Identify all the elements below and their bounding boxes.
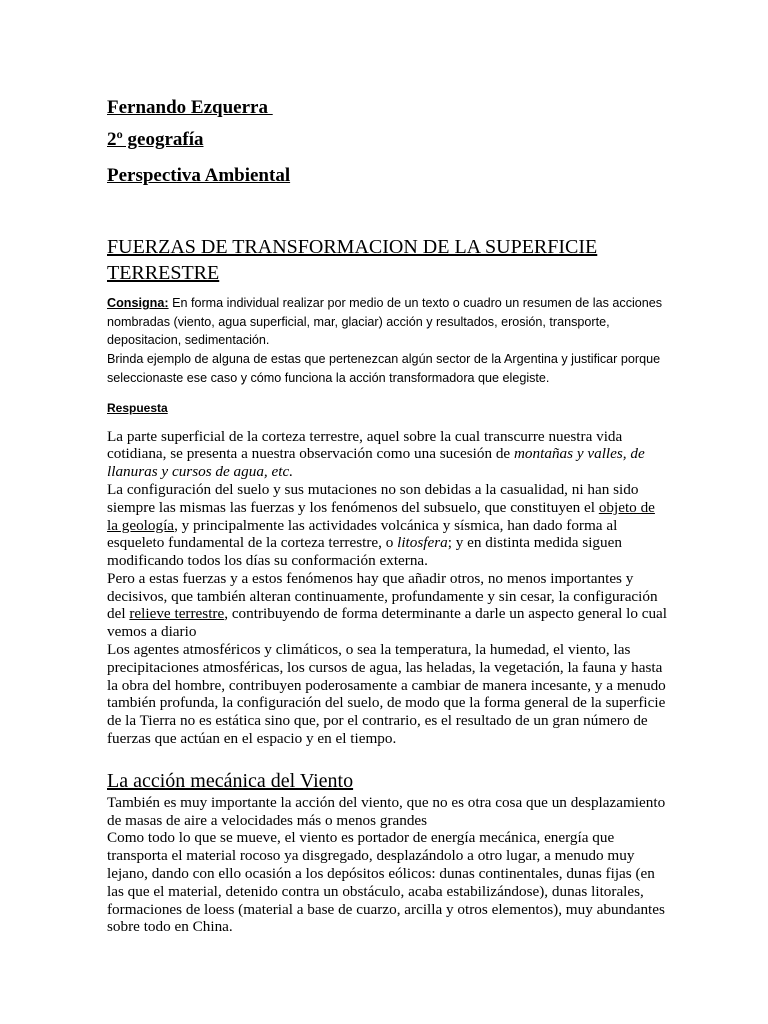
wind-section-title: La acción mecánica del Viento bbox=[107, 769, 354, 792]
geology-link[interactable]: objeto de la geología bbox=[107, 498, 655, 534]
intro-paragraph-2 bbox=[107, 481, 667, 570]
relieve-link[interactable]: relieve terrestre bbox=[129, 605, 225, 623]
intro-p1-text: La parte superficial de la corteza terrestre, aquel sobre la cual transcurre nuestra vida cotidiana, se presenta a nuestra observación como una sucesión de bbox=[107, 427, 623, 463]
consigna-label: Consigna: bbox=[107, 296, 169, 310]
intro-p2-text-c: ; y en distinta medida siguen modificando todos los días su conformación externa. bbox=[107, 534, 622, 570]
consigna-block bbox=[107, 294, 667, 388]
intro-p2-text-a: La configuración del suelo y sus mutaciones no son debidas a la casualidad, ni han sido siempre las mismas las fuerzas y los fenómenos del subsuelo, que constituyen el bbox=[107, 480, 639, 516]
consigna-paragraph bbox=[107, 294, 667, 350]
intro-paragraph-4: Los agentes atmosféricos y climáticos, o sea la temperatura, la humedad, el viento, las precipitaciones atmosféricas, los cursos de agua, las heladas, la vegetación, la fauna y hasta la obra del hombre, contribuyen poderosamente a cambiar de manera incesante, y a menudo también profunda, la configuración del suelo, de modo que la forma general de la superficie de la Tierra no es estática sino que, por el contrario, es el resultado de un gran número de fuerzas que actúan en el espacio y en el tiempo. bbox=[107, 641, 666, 748]
intro-section bbox=[107, 428, 667, 748]
consigna-text: En forma individual realizar por medio de un texto o cuadro un resumen de las acciones nombradas (viento, agua superficial, mar, glaciar) acción y resultados, erosión, transporte, depositacion, sedimentación. bbox=[107, 296, 663, 348]
course-label: 2º geografía bbox=[107, 129, 204, 150]
respuesta-label: Respuesta bbox=[107, 400, 168, 415]
document-page bbox=[107, 96, 667, 936]
wind-paragraph-1: También es muy importante la acción del viento, que no es otra cosa que un desplazamiento de masas de aire a velocidades más o menos grandes bbox=[107, 793, 666, 829]
intro-p2-text-b: , y principalmente las actividades volcánica y sísmica, han dado forma al esqueleto fundamental de la corteza terrestre, o bbox=[107, 516, 618, 552]
intro-p2-italic: litosfera bbox=[397, 534, 448, 552]
intro-p3-text-a: Pero a estas fuerzas y a estos fenómenos hay que añadir otros, no menos importantes y decisivos, que también alteran continuamente, profundamente y sin cesar, la configuración del bbox=[107, 569, 658, 623]
intro-paragraph-1 bbox=[107, 428, 667, 481]
intro-paragraph-3 bbox=[107, 570, 667, 641]
wind-paragraph-2: Como todo lo que se mueve, el viento es portador de energía mecánica, energía que transporta el material rocoso ya disgregado, desplazándolo a otro lugar, a menudo muy lejano, dando con ello ocasión a los depósitos eólicos: dunas continentales, dunas fijas (en las que el material, detenido contra un obstáculo, acaba estabilizándose), dunas litorales, formaciones de loess (material a base de cuarzo, arcilla y otros elementos), muy abundantes sobre todo en China. bbox=[107, 829, 665, 936]
subject-label: Perspectiva Ambiental bbox=[107, 165, 291, 186]
consigna-paragraph-2: Brinda ejemplo de alguna de estas que pertenezcan algún sector de la Argentina y justificar porque seleccionaste ese caso y cómo funciona la acción transformadora que elegiste. bbox=[107, 352, 661, 385]
wind-section bbox=[107, 794, 667, 936]
intro-p1-italic: montañas y valles, de llanuras y cursos de agua, etc. bbox=[107, 445, 645, 481]
author-name: Fernando Ezquerra bbox=[107, 97, 273, 118]
document-title: FUERZAS DE TRANSFORMACION DE LA SUPERFICIE TERRESTRE bbox=[107, 236, 598, 284]
intro-p3-text-b: , contribuyendo de forma determinante a darle un aspecto general lo cual vemos a diario bbox=[107, 605, 667, 641]
